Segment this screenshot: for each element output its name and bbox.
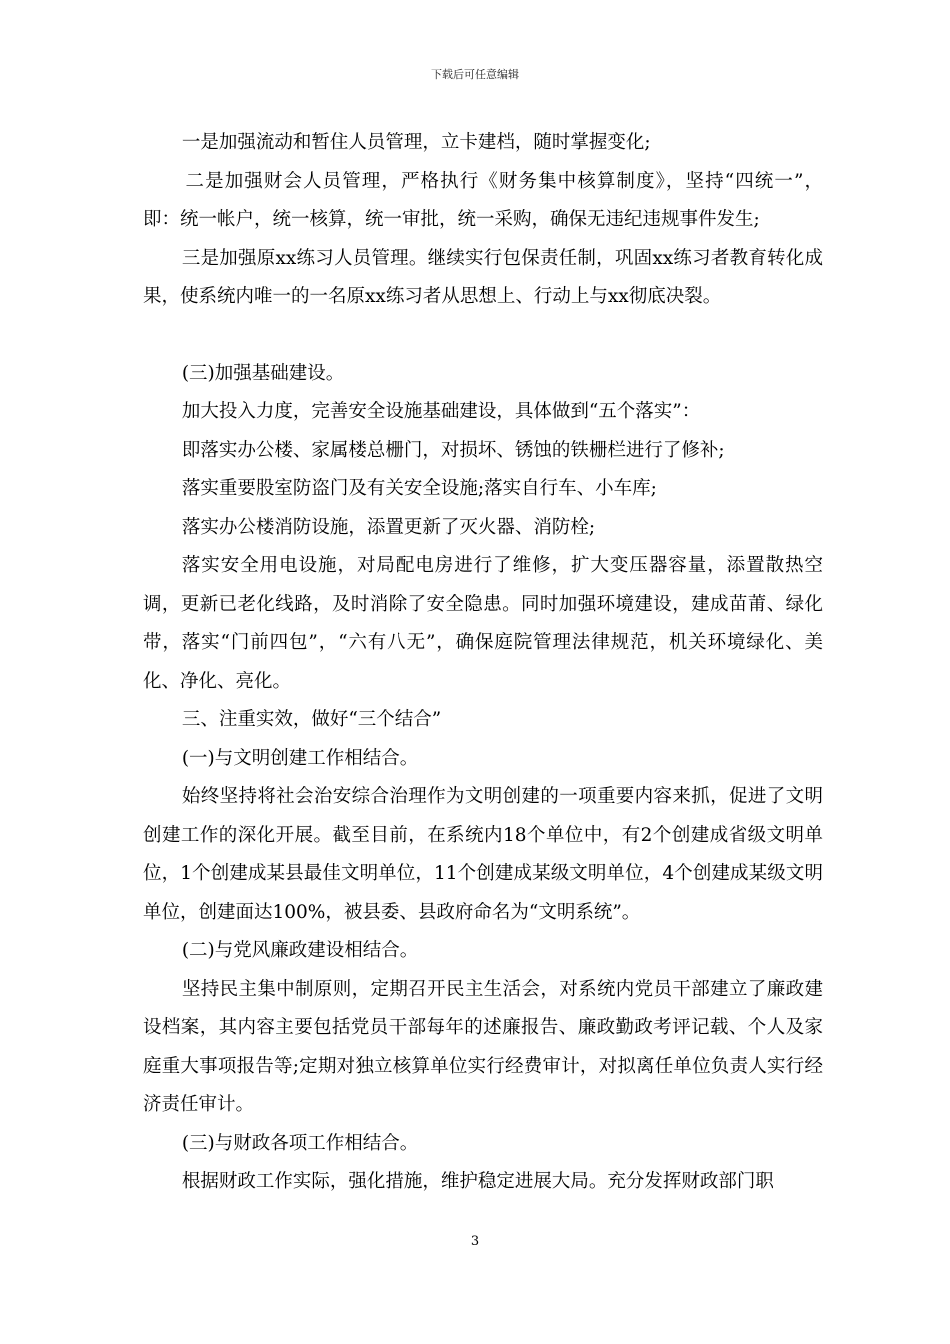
paragraph-8: 落实安全用电设施，对局配电房进行了维修，扩大变压器容量，添置散热空调，更新已老化线路，及时消除了安全隐患。同时加强环境建设，建成苗莆、绿化带，落实“门前四包”，“六有八无”，确保庭院管理法律规范，机关环境绿化、美化、净化、亮化。 [143, 555, 823, 692]
document-body [143, 124, 823, 1202]
paragraph-1: 一是加强流动和暂住人员管理，立卡建档，随时掌握变化; [181, 132, 651, 153]
section-heading-3b: (三)与财政各项工作相结合。 [181, 1132, 419, 1154]
page-number: 3 [470, 1234, 480, 1249]
paragraph-9: 始终坚持将社会治安综合治理作为文明创建的一项重要内容来抓，促进了文明创建工作的深化开展。截至目前，在系统内18个单位中，有2个创建成省级文明单位，1个创建成某县最佳文明单位，11个创建成某级文明单位，4个创建成某级文明单位，创建面达100%，被县委、县政府命名为“文明系统”。 [143, 786, 823, 923]
paragraph-gap [143, 317, 823, 355]
paragraph-3: 三是加强原xx练习人员管理。继续实行包保责任制，巩固xx练习者教育转化成果，使系统内唯一的一名原xx练习者从思想上、行动上与xx彻底决裂。 [143, 247, 823, 307]
paragraph-2: 二是加强财会人员管理，严格执行《财务集中核算制度》，坚持“四统一”，即：统一帐户，统一核算，统一审批，统一采购，确保无违纪违规事件发生; [143, 170, 823, 230]
paragraph-11: 根据财政工作实际，强化措施，维护稳定进展大局。充分发挥财政部门职 [181, 1171, 774, 1192]
section-heading-1: (一)与文明创建工作相结合。 [181, 747, 419, 769]
paragraph-10: 坚持民主集中制原则，定期召开民主生活会，对系统内党员干部建立了廉政建设档案，其内容主要包括党员干部每年的述廉报告、廉政勤政考评记载、个人及家庭重大事项报告等;定期对独立核算单位实行经费审计，对拟离任单位负责人实行经济责任审计。 [143, 978, 823, 1115]
page-header: 下载后可任意编辑 [431, 68, 519, 81]
section-heading-2: (二)与党风廉政建设相结合。 [181, 940, 419, 961]
paragraph-7: 落实办公楼消防设施，添置更新了灭火器、消防栓; [181, 516, 596, 538]
section-heading-main: 三、注重实效，做好“三个结合” [181, 709, 442, 730]
paragraph-5: 即落实办公楼、家属楼总栅门，对损坏、锈蚀的铁栅栏进行了修补; [181, 439, 725, 461]
paragraph-6: 落实重要股室防盗门及有关安全设施;落实自行车、小车库; [181, 478, 657, 499]
paragraph-4: 加大投入力度，完善安全设施基础建设，具体做到“五个落实”： [181, 401, 701, 422]
section-heading-3: (三)加强基础建设。 [181, 362, 345, 384]
